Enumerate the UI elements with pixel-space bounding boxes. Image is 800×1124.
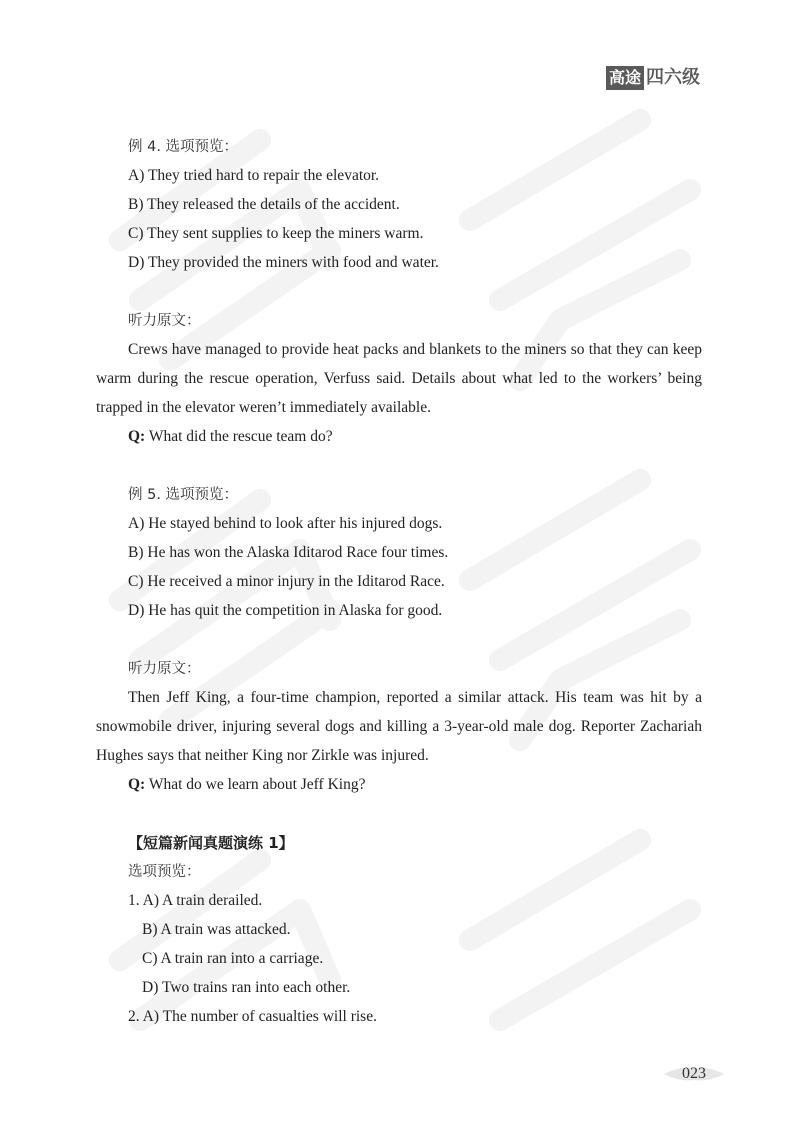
example5-transcript-label: 听力原文： <box>128 661 201 677</box>
example4-option-b: B) They released the details of the accident. <box>128 196 400 213</box>
example4-option-a: A) They tried hard to repair the elevator. <box>128 167 380 184</box>
example5-label: 例 5. 选项预览： <box>128 487 239 503</box>
practice-q1-option-b: B) A train was attacked. <box>142 921 291 938</box>
example4-question <box>128 427 333 447</box>
practice-preview-label: 选项预览： <box>128 864 201 880</box>
example5-question <box>128 775 365 795</box>
example5-option-b: B) He has won the Alaska Iditarod Race four times. <box>128 544 449 561</box>
question-label: Q: <box>128 428 146 445</box>
example4-option-d: D) They provided the miners with food and water. <box>128 254 439 271</box>
brand-box: 高途 <box>606 66 644 90</box>
practice-heading: 【短篇新闻真题演练 1】 <box>128 834 294 852</box>
example4-transcript-label: 听力原文： <box>128 313 201 329</box>
example5-option-a: A) He stayed behind to look after his injured dogs. <box>128 515 443 532</box>
practice-q1-option-d: D) Two trains ran into each other. <box>142 979 351 996</box>
practice-q2-option-a: 2. A) The number of casualties will rise. <box>128 1008 377 1025</box>
example5-option-d: D) He has quit the competition in Alaska for good. <box>128 602 443 619</box>
example5-transcript: Then Jeff King, a four-time champion, reported a similar attack. His team was hit by a snowmobile driver, injuring several dogs and killing a 3-year-old male dog. Reporter Zachariah Hughes says that neither King nor Zirkle was injured. <box>96 689 702 764</box>
example5-option-c: C) He received a minor injury in the Iditarod Race. <box>128 573 445 590</box>
question-text: What do we learn about Jeff King? <box>148 776 366 793</box>
brand-text: 四六级 <box>646 67 701 88</box>
practice-q1-option-c: C) A train ran into a carriage. <box>142 950 324 967</box>
practice-q1-option-a: 1. A) A train derailed. <box>128 892 263 909</box>
example4-label: 例 4. 选项预览： <box>128 139 239 155</box>
brand-logo <box>606 66 700 90</box>
page-number-text: 023 <box>682 1065 706 1082</box>
question-label: Q: <box>128 776 146 793</box>
question-text: What did the rescue team do? <box>148 428 333 445</box>
page-number <box>664 1064 724 1084</box>
example4-transcript: Crews have managed to provide heat packs and blankets to the miners so that they can keep warm during the rescue operation, Verfuss said. Details about what led to the workers’ being trapped in the elevator weren’t immediately available. <box>96 341 702 416</box>
example4-option-c: C) They sent supplies to keep the miners warm. <box>128 225 424 242</box>
